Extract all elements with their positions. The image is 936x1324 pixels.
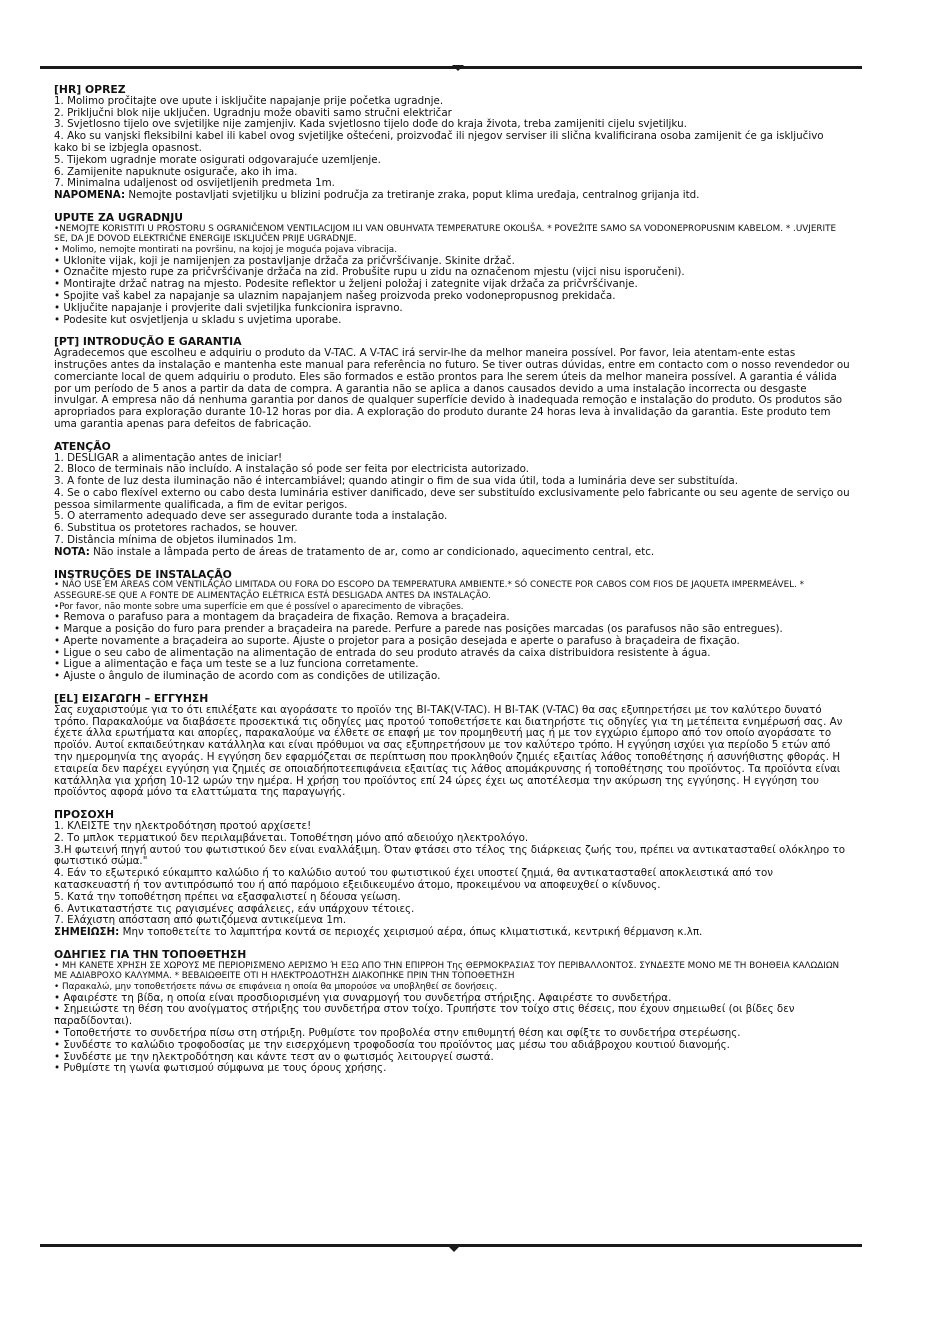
- bullet-item: • Uključite napajanje i provjerite dali svjetiljka funkcionira ispravno.: [54, 303, 850, 315]
- numbered-item: 2. Bloco de terminais não incluído. A instalação só pode ser feita por electricista autorizado.: [54, 463, 530, 476]
- numbered-item: 5. O aterramento adequado deve ser assegurado durante toda a instalação.: [54, 510, 448, 523]
- bullet-item: • Τοποθετήστε το συνδετήρα πίσω στη στήριξη. Ρυθμίστε τον προβολέα στην επιθυμητή θέση και σφίξτε το συνδετήρα στερέωσης.: [54, 1028, 850, 1040]
- caps-notice: •NEMOJTE KORISTITI U PROSTORU S OGRANIČENOM VENTILACIJOM ILI VAN OBUHVATA TEMPERATURE OKOLIŠA. * POVEŽITE SAMO SA VODONEPROPUSNIM KABELOM. * .UVJERITE SE, DA JE DOVOD ELEKTRIČNE ENERGIJE ISKLJUČEN PRIJE UGRADNJE.: [54, 223, 837, 245]
- bottom-rule-notch: [448, 1246, 460, 1252]
- bullet-item: • Ajuste o ângulo de iluminação de acordo com as condições de utilização.: [54, 671, 850, 683]
- section-paragraph: Agradecemos que escolheu e adquiriu o produto da V-TAC. A V-TAC irá servir-lhe da melhor maneira possível. Por favor, leia atentam-ente estas instruções antes da instalação e mantenha este manual para referência no futuro. Se tiver outras dúvidas, entre em contacto com o nosso revendedor ou comerciante local de quem adquiriu o produto. Eles são formados e estão prontos para lhe serem úteis da melhor maneira possível. A garantia é válida por um período de 5 anos a partir da data de compra. A garantia não se aplica a danos causados devido a uma instalação incorrecta ou desgaste invulgar. A empresa não dá nenhuma garantia por danos de qualquer superfície devido à inadequada remoção e instalação do produto. Os produtos são apropriados para exploração durante 10-12 horas por dia. A exploração do produto durante 24 horas leva à invalidação da garantia. Este produto tem uma garantia apenas para defeitos de fabricação.: [54, 347, 850, 430]
- bullet-item: • Σημειώστε τη θέση του ανοίγματος στήριξης του συνδετήρα στον τοίχο. Τρυπήστε τον τοίχο στις θέσεις, που έχουν σημειωθεί (οι βίδες δεν παραδίδονται).: [54, 1004, 850, 1028]
- note: [54, 927, 850, 939]
- numbered-item: 3.Η φωτεινή πηγή αυτού του φωτιστικού δεν είναι εναλλάξιμη. Όταν φτάσει στο τέλος της διάρκειας ζωής του, πρέπει να αντικατασταθεί ολόκληρο το φωτιστικό σώμα.": [54, 843, 845, 868]
- bullet-item: • Označite mjesto rupe za pričvršćivanje držača na zid. Probušite rupu u zidu na označenom mjestu (vijci nisu isporučeni).: [54, 267, 850, 279]
- bullet-item: • Ligue o seu cabo de alimentação na alimentação de entrada do seu produto através da caixa distribuidora resistente à água.: [54, 648, 850, 660]
- bullet-item: • Συνδέστε το καλώδιο τροφοδοσίας με την εισερχόμενη τροφοδοσία του προϊόντος μας μέσω του αδιάβροχου κουτιού διανομής.: [54, 1040, 850, 1052]
- note-text: Μην τοποθετείτε το λαμπτήρα κοντά σε περιοχές χειρισμού αέρα, όπως κλιματιστικά, κεντρική θέρμανση κ.λπ.: [119, 926, 703, 939]
- section: [54, 212, 850, 326]
- numbered-item: 1. Molimo pročitajte ove upute i isključite napajanje prije početka ugradnje.: [54, 94, 444, 107]
- bullet-item: • Αφαιρέστε τη βίδα, η οποία είναι προσδιορισμένη για συναρμογή του συνδετήρα στήριξης. Αφαιρέστε το συνδετήρα.: [54, 993, 850, 1005]
- note-text: Nemojte postavljati svjetiljku u blizini područja za tretiranje zraka, poput klima uređaja, centralnog grijanja itd.: [125, 189, 700, 202]
- section-heading: [PT] INTRODUÇÃO E GARANTIA: [54, 335, 242, 349]
- numbered-item: 6. Substitua os protetores rachados, se houver.: [54, 522, 298, 535]
- bullet-item: • Montirajte držač natrag na mjesto. Podesite reflektor u željeni položaj i zategnite vijak držača za pričvršćivanje.: [54, 279, 850, 291]
- manual-content: [54, 84, 850, 1085]
- numbered-item: 2. Priključni blok nije uključen. Ugradnju može obaviti samo stručni električar: [54, 106, 452, 119]
- numbered-item: 7. Ελάχιστη απόσταση από φωτιζόμενα αντικείμενα 1m.: [54, 914, 347, 927]
- bullet-item: • Marque a posição do furo para prender a braçadeira na parede. Perfure a parede nas posições marcadas (os parafusos não são entregues).: [54, 624, 850, 636]
- section-heading: ATENÇÃO: [54, 439, 111, 453]
- section: [54, 949, 850, 1075]
- section: [54, 84, 850, 202]
- section-heading: INSTRUÇÕES DE INSTALAÇÃO: [54, 567, 232, 581]
- numbered-item: 6. Zamijenite napuknute osigurače, ako ih ima.: [54, 165, 298, 178]
- numbered-item: 4. Se o cabo flexível externo ou cabo desta luminária estiver danificado, deve ser substituído exclusivamente pelo fabricante ou seu agente de serviço ou pessoa similarmente qualificada, a fim de evitar perigos.: [54, 486, 850, 511]
- bullet-item: • Spojite vaš kabel za napajanje sa ulaznim napajanjem našeg proizvoda preko vodonepropusnog prekidača.: [54, 291, 850, 303]
- bullet-item: • Ρυθμίστε τη γωνία φωτισμού σύμφωνα με τους όρους χρήσης.: [54, 1063, 850, 1075]
- numbered-item: 3. Svjetlosno tijelo ove svjetiljke nije zamjenjiv. Kada svjetlosno tijelo dođe do kraja života, treba zamijeniti cijelu svjetiljku.: [54, 118, 687, 131]
- bullet-item: • Ligue a alimentação e faça um teste se a luz funciona corretamente.: [54, 659, 850, 671]
- caps-notice: • Molimo, nemojte montirati na površinu, na kojoj je moguća pojava vibracija.: [54, 244, 397, 255]
- section-heading: [EL] ΕΙΣΑΓΩΓΗ – ΕΓΓΥΗΣΗ: [54, 692, 209, 706]
- numbered-item: 1. DESLIGAR a alimentação antes de iniciar!: [54, 451, 283, 464]
- numbered-item: 7. Distância mínima de objetos iluminados 1m.: [54, 534, 297, 547]
- numbered-item: 3. A fonte de luz desta iluminação não é intercambiável; quando atingir o fim de sua vida útil, toda a luminária deve ser substituída.: [54, 475, 738, 488]
- caps-notice: • Παρακαλώ, μην τοποθετήσετε πάνω σε επιφάνεια η οποία θα μπορούσε να υποβληθεί σε δονήσεις.: [54, 981, 498, 992]
- section: [54, 569, 850, 683]
- section-heading: ΟΔΗΓΙΕΣ ΓΙΑ ΤΗΝ ΤΟΠΟΘΕΤΗΣΗ: [54, 947, 247, 961]
- numbered-item: 5. Tijekom ugradnje morate osigurati odgovarajuće uzemljenje.: [54, 153, 381, 166]
- top-rule-notch: [452, 65, 464, 71]
- section-heading: ΠΡΟΣΟΧΗ: [54, 808, 115, 822]
- caps-notice: •Por favor, não monte sobre uma superfície em que é possível o aparecimento de vibrações.: [54, 601, 464, 612]
- bullet-item: • Podesite kut osvjetljenja u skladu s uvjetima uporabe.: [54, 315, 850, 327]
- numbered-item: 1. ΚΛΕΙΣΤΕ την ηλεκτροδότηση προτού αρχίσετε!: [54, 820, 312, 832]
- note-label: ΣΗΜΕΙΩΣΗ:: [54, 926, 120, 939]
- caps-notice: • NÃO USE EM ÁREAS COM VENTILAÇÃO LIMITADA OU FORA DO ESCOPO DA TEMPERATURA AMBIENTE.* SÓ CONECTE POR CABOS COM FIOS DE JAQUETA IMPERMEÁVEL. * ASSEGURE-SE QUE A FONTE DE ALIMENTAÇÃO ELÉTRICA ESTÁ DESLIGADA ANTES DA INSTALAÇÃO.: [54, 580, 805, 602]
- bullet-item: • Remova o parafuso para a montagem da braçadeira de fixação. Remova a braçadeira.: [54, 612, 850, 624]
- section: [54, 693, 850, 799]
- section-paragraph: Σας ευχαριστούμε για το ότι επιλέξατε και αγοράσατε το προϊόν της ΒΙ-ΤΑΚ(V-TAC). Η ΒΙ-ΤΑΚ (V-TAC) θα σας εξυπηρετήσει με τον καλύτερο δυνατό τρόπο. Παρακαλούμε να διαβάσετε προσεκτικά τις οδηγίες μας προτού τοποθετήσετε και διατηρήστε τις οδηγίες για τη μετέπειτα ενημέρωσή σας. Αν έχετε άλλα ερωτήματα και απορίες, παρακαλούμε να έλθετε σε επαφή με τον προμηθευτή μας ή με τον εγχώριο έμπορο από τον οποίο αγοράσατε το προϊόν. Αυτοί εκπαιδεύτηκαν κατάλληλα και είναι πρόθυμοι να σας εξυπηρετήσουν με τον καλύτερο τρόπο. Η εγγύηση ισχύει για περίοδο 5 ετών από την ημερομηνία της αγοράς. Η εγγύηση δεν εφαρμόζεται σε περίπτωση που προκληθούν ζημιές εξαιτίας λάθος τοποθέτησης ή ασυνήθιστης φθοράς. Η εταιρεία δεν παρέχει εγγύηση για ζημιές σε οποιαδήποτεεπιφάνεια εξαιτίας τις λάθος απομάκρυνσης ή τοποθέτησης του προϊόντος. Τα προϊόντα είναι κατάλληλα για χρήση 10-12 ωρών την ημέρα. Η χρήση του προϊόντος επί 24 ώρες έχει ως αποτέλεσμα την ακύρωση της εγγύησης. Η εγγύηση του προϊόντος αφορά μόνο τα ελαττώματα της παραγωγής.: [54, 703, 843, 799]
- section: [54, 441, 850, 559]
- section-heading: [HR] OPREZ: [54, 83, 126, 96]
- section: [54, 809, 850, 939]
- numbered-item: 7. Minimalna udaljenost od osvijetljenih predmeta 1m.: [54, 177, 335, 190]
- note-label: NAPOMENA:: [54, 189, 126, 202]
- note-text: Não instale a lâmpada perto de áreas de tratamento de ar, como ar condicionado, aquecimento central, etc.: [89, 545, 655, 558]
- note: [54, 547, 850, 559]
- numbered-item: 5. Κατά την τοποθέτηση πρέπει να εξασφαλιστεί η δέουσα γείωση.: [54, 890, 401, 903]
- numbered-item: 4. Εάν το εξωτερικό εύκαμπτο καλώδιο ή το καλώδιο αυτού του φωτιστικού έχει υποστεί ζημιά, θα αντικατασταθεί αποκλειστικά από τον κατασκευαστή ή τον αντιπρόσωπό του ή από παρόμοιο εξειδικευμένο άτομο, προκειμένου να αποφευχθεί ο κίνδυνος.: [54, 867, 774, 891]
- note: [54, 190, 850, 202]
- caps-notice: • ΜΗ ΚΑΝΕΤΕ ΧΡΗΣΗ ΣΕ ΧΩΡΟΥΣ ΜΕ ΠΕΡΙΟΡΙΣΜΕΝΟ ΑΕΡΙΣΜΟ Ή ΕΞΩ ΑΠΟ ΤΗΝ ΕΠΙΡΡΟΗ Της ΘΕΡΜΟΚΡΑΣΙΑΣ ΤΟΥ ΠΕΡΙΒΑΛΛΟΝΤΟΣ. ΣΥΝΔΕΣΤΕ ΜΟΝΟ ΜΕ ΤΗ ΒΟΗΘΕΙΑ ΚΑΛΩΔΙΩΝ ΜΕ ΑΔΙΑΒΡΟΧΟ ΚΑΛΥΜΜΑ. * ΒΕΒΑΙΩΘΕΙΤΕ ΟΤΙ Η ΗΛΕΚΤΡΟΔΟΤΗΣΗ ΔΙΑΚΟΠΗΚΕ ΠΡΙΝ ΤΗΝ ΤΟΠΟΘΕΤΗΣΗ: [54, 960, 840, 982]
- numbered-item: 2. Το μπλοκ τερματικού δεν περιλαμβάνεται. Τοποθέτηση μόνο από αδειούχο ηλεκτρολόγο.: [54, 831, 529, 844]
- bullet-item: • Uklonite vijak, koji je namijenjen za postavljanje držača za pričvršćivanje. Skinite držač.: [54, 256, 850, 268]
- bullet-item: • Συνδέστε με την ηλεκτροδότηση και κάντε τεστ αν ο φωτισμός λειτουργεί σωστά.: [54, 1052, 850, 1064]
- section-heading: UPUTE ZA UGRADNJU: [54, 210, 183, 224]
- top-rule: [40, 66, 862, 69]
- section: [54, 336, 850, 430]
- numbered-item: 4. Ako su vanjski fleksibilni kabel ili kabel ovog svjetiljke oštećeni, proizvođač ili njegov serviser ili slična kvalificirana osoba zamijenit će ga isključivo kako bi se izbjegla opasnost.: [54, 130, 824, 154]
- numbered-item: 6. Αντικαταστήστε τις ραγισμένες ασφάλειες, εάν υπάρχουν τέτοιες.: [54, 902, 415, 915]
- note-label: NOTA:: [54, 545, 90, 558]
- bullet-item: • Aperte novamente a braçadeira ao suporte. Ajuste o projetor para a posição desejada e aperte o parafuso à braçadeira de fixação.: [54, 636, 850, 648]
